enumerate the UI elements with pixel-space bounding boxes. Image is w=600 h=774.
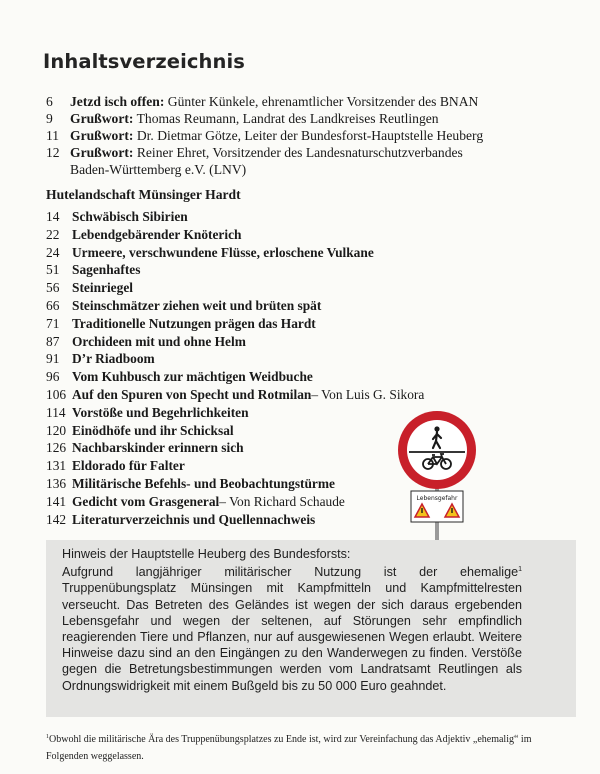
entry-description: Dr. Dietmar Götze, Leiter der Bundesforst-Hauptstelle Heuberg xyxy=(133,128,484,143)
section-heading: Hutelandschaft Münsinger Hardt xyxy=(46,187,241,202)
toc-entry xyxy=(46,333,446,351)
page-number: 131 xyxy=(46,458,67,474)
intro-entry xyxy=(46,144,566,178)
intro-entry-text xyxy=(70,127,483,144)
toc-entry xyxy=(46,297,446,315)
page-number: 22 xyxy=(46,226,60,242)
chapter-title: Vorstöße und Begehrlichkeiten xyxy=(72,404,249,420)
footnote-text: Obwohl die militärische Ära des Truppenübungsplatzes zu Ende ist, wird zur Vereinfachung das Adjektiv „ehemalig“ im Folgenden weggelassen. xyxy=(46,734,532,762)
chapter-title: Vom Kuhbusch zur mächtigen Weidbuche xyxy=(72,369,313,385)
intro-entry-text xyxy=(70,110,439,127)
toc-list xyxy=(46,208,446,528)
intro-entry-text xyxy=(70,144,463,178)
chapter-title: Steinriegel xyxy=(72,280,133,296)
entry-label: Grußwort: xyxy=(70,128,134,143)
notice-heading: Hinweis der Hauptstelle Heuberg des Bundesforsts: xyxy=(62,547,351,561)
intro-entry xyxy=(46,127,566,144)
page-number: 6 xyxy=(46,94,53,109)
chapter-author: – Von Luis G. Sikora xyxy=(311,386,425,402)
toc-entry xyxy=(46,315,446,333)
entry-description: Thomas Reumann, Landrat des Landkreises Reutlingen xyxy=(133,111,439,126)
notice-body: Aufgrund langjähriger militärischer Nutzung ist der ehemalige$^1$ Truppenübungsplatz Münsingen mit Kampfmitteln und Kampfmittelresten verseucht. Das Betreten des Geländes ist wegen der sich daraus ergebenden Lebensgefahr und wegen der seltenen, auf Störungen sehr empfindlich reagierenden Tiere und Pflanzen, nur auf ausgewiesenen Wegen erlaubt. Weitere Hinweise dazu sind an den Eingängen zu den Wanderwegen zu finden. Verstöße gegen die Betretungsbestimmungen werden vom Landratsamt Reutlingen als Ordnungswidrigkeit mit einem Bußgeld bis zu 50 000 Euro geahndet. xyxy=(62,565,522,693)
chapter-title: D’r Riadboom xyxy=(72,351,155,367)
page-number: 136 xyxy=(46,475,67,491)
page-number: 51 xyxy=(46,262,60,278)
page-number: 24 xyxy=(46,244,60,260)
warning-plate-text: Lebensgefahr xyxy=(416,495,458,502)
entry-label: Grußwort: xyxy=(70,145,134,160)
intro-entry xyxy=(46,110,566,127)
toc-entry xyxy=(46,279,446,297)
toc-entry xyxy=(46,493,446,511)
footnote-marker: 1 xyxy=(518,566,522,574)
toc-entry xyxy=(46,261,446,279)
toc-entry xyxy=(46,368,446,386)
notice-text xyxy=(62,546,522,694)
toc-entry xyxy=(46,386,446,404)
chapter-title: Lebendgebärender Knöterich xyxy=(72,226,242,242)
toc-entry xyxy=(46,475,446,493)
chapter-title: Eldorado für Falter xyxy=(72,458,185,474)
page-number: 126 xyxy=(46,440,67,456)
chapter-title: Traditionelle Nutzungen prägen das Hardt xyxy=(72,315,316,331)
toc-entry xyxy=(46,422,446,440)
page-number: 66 xyxy=(46,297,60,313)
chapter-title: Nachbarskinder erinnern sich xyxy=(72,440,244,456)
entry-description-continued: Baden-Württemberg e.V. (LNV) xyxy=(70,162,247,177)
entry-description: Günter Künkele, ehrenamtlicher Vorsitzender des BNAN xyxy=(164,94,479,109)
entry-description: Reiner Ehret, Vorsitzender des Landesnaturschutzverbandes xyxy=(133,145,463,160)
toc-entry xyxy=(46,350,446,368)
footnote xyxy=(46,729,546,765)
intro-entry xyxy=(46,93,566,110)
entry-label: Jetzd isch offen: xyxy=(70,94,165,109)
chapter-title: Schwäbisch Sibirien xyxy=(72,209,188,224)
toc-entry xyxy=(46,404,446,422)
chapter-title: Steinschmätzer ziehen weit und brüten spät xyxy=(72,297,322,313)
entry-label: Grußwort: xyxy=(70,111,134,126)
page-number: 106 xyxy=(46,386,67,402)
toc-entry xyxy=(46,457,446,475)
traffic-sign-illustration xyxy=(395,408,479,544)
toc-entry xyxy=(46,511,446,529)
chapter-title: Einödhöfe und ihr Schicksal xyxy=(72,422,234,438)
chapter-title: Militärische Befehls- und Beobachtungstürme xyxy=(72,475,335,491)
toc-entry xyxy=(46,439,446,457)
chapter-title: Gedicht vom Grasgeneral xyxy=(72,493,220,509)
toc-entry xyxy=(46,226,446,244)
page-number: 71 xyxy=(46,315,60,331)
page-number: 14 xyxy=(46,209,60,224)
page-number: 11 xyxy=(46,128,60,143)
footnote-number: 1 xyxy=(46,734,49,740)
chapter-title: Urmeere, verschwundene Flüsse, erloschene Vulkane xyxy=(72,244,374,260)
page-number: 141 xyxy=(46,493,67,509)
page-number: 56 xyxy=(46,280,60,296)
toc-entry xyxy=(46,208,446,226)
page-number: 12 xyxy=(46,145,60,160)
page-number: 87 xyxy=(46,333,60,349)
page-number: 91 xyxy=(46,351,60,367)
intro-entry-text xyxy=(70,93,478,110)
chapter-author: – Von Richard Schaude xyxy=(219,493,345,509)
chapter-title: Auf den Spuren von Specht und Rotmilan xyxy=(72,386,312,402)
page-number: 114 xyxy=(46,404,66,420)
chapter-title: Literaturverzeichnis und Quellennachweis xyxy=(72,511,316,527)
page-number: 120 xyxy=(46,422,67,438)
chapter-title: Orchideen mit und ohne Helm xyxy=(72,333,246,349)
toc-entry xyxy=(46,244,446,262)
page-number: 96 xyxy=(46,369,60,385)
page-number: 142 xyxy=(46,511,67,527)
intro-list xyxy=(46,93,566,178)
page-title: Inhaltsverzeichnis xyxy=(43,50,246,73)
chapter-title: Sagenhaftes xyxy=(72,262,141,278)
page-number: 9 xyxy=(46,111,53,126)
